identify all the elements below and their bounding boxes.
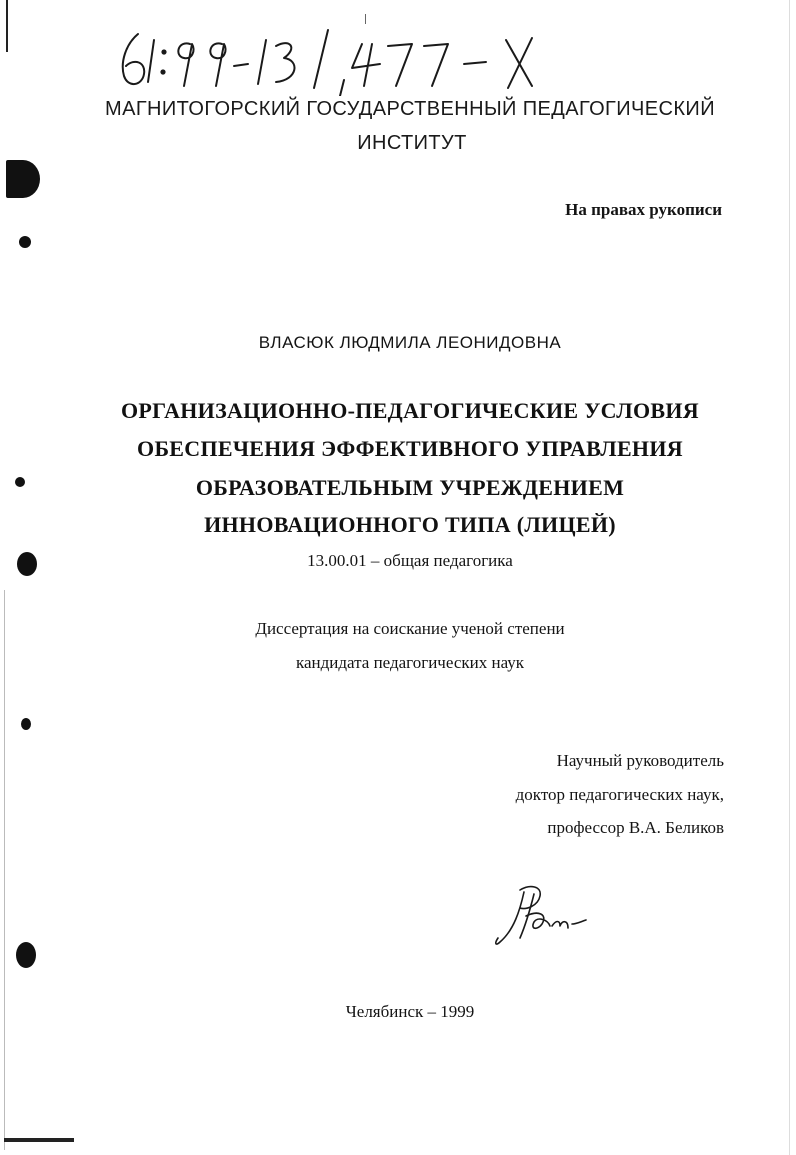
dissertation-title-line: ИННОВАЦИОННОГО ТИПА (ЛИЦЕЙ) — [204, 512, 616, 537]
supervisor-name: профессор В.А. Беликов — [547, 818, 724, 837]
degree-statement-continued: кандидата педагогических наук — [295, 653, 525, 672]
handwritten-archive-code — [118, 22, 558, 96]
punch-hole-mark — [6, 160, 40, 198]
scan-edge-mark — [4, 1138, 74, 1142]
supervisor-role: Научный руководитель — [556, 751, 724, 770]
dissertation-title-line: ОРГАНИЗАЦИОННО-ПЕДАГОГИЧЕСКИЕ УСЛОВИЯ — [121, 398, 699, 423]
city-and-year: Челябинск – 1999 — [345, 1002, 475, 1021]
degree-statement: Диссертация на соискание ученой степени — [255, 619, 565, 638]
institute-name-continued: ИНСТИТУТ — [357, 132, 467, 154]
scan-edge-mark — [4, 590, 5, 1150]
specialty-code: 13.00.01 – общая педагогика — [307, 551, 513, 570]
manuscript-rights-note: На правах рукописи — [565, 200, 722, 219]
dissertation-title-line: ОБРАЗОВАТЕЛЬНЫМ УЧРЕЖДЕНИЕМ — [195, 475, 625, 500]
punch-hole-mark — [21, 718, 31, 730]
institute-name: МАГНИТОГОРСКИЙ ГОСУДАРСТВЕННЫЙ ПЕДАГОГИЧЕСКИЙ — [105, 98, 715, 120]
punch-hole-mark — [16, 942, 36, 968]
dissertation-title-line: ОБЕСПЕЧЕНИЯ ЭФФЕКТИВНОГО УПРАВЛЕНИЯ — [137, 436, 683, 461]
supervisor-degree: доктор педагогических наук, — [515, 785, 724, 804]
scan-edge-mark — [6, 0, 8, 52]
author-name: ВЛАСЮК ЛЮДМИЛА ЛЕОНИДОВНА — [258, 333, 562, 352]
scan-edge-mark — [789, 0, 790, 1155]
supervisor-signature — [490, 880, 590, 952]
punch-hole-mark — [19, 236, 31, 248]
